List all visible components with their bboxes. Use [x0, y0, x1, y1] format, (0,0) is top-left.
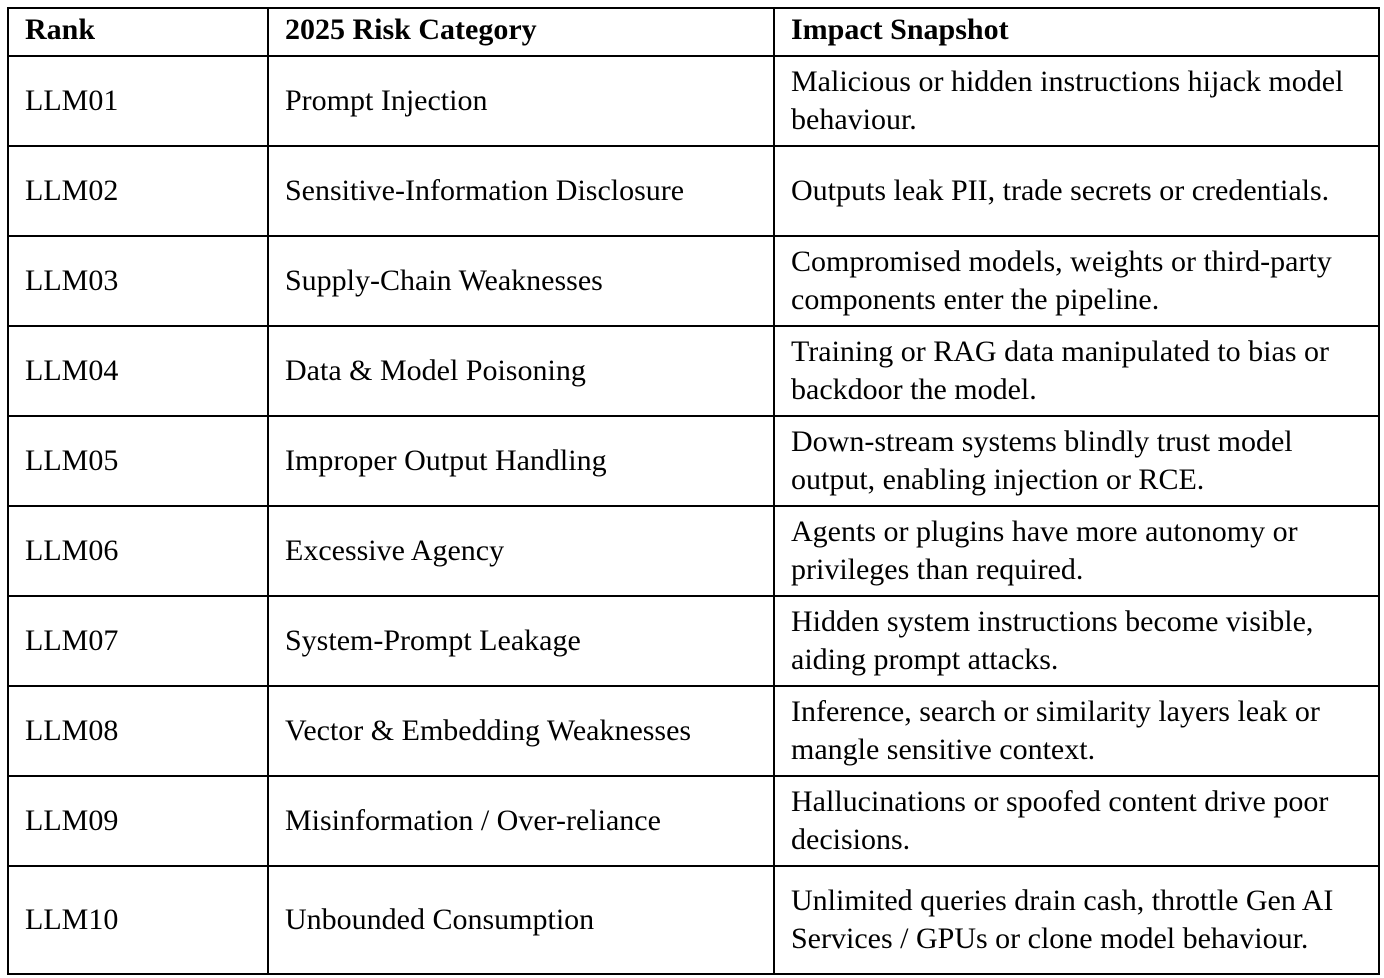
rank-cell: LLM06	[8, 506, 268, 596]
category-cell: Excessive Agency	[268, 506, 774, 596]
impact-cell: Inference, search or similarity layers leak or mangle sensitive context.	[774, 686, 1379, 776]
impact-cell: Hallucinations or spoofed content drive poor decisions.	[774, 776, 1379, 866]
table-row	[8, 416, 1379, 506]
table-body	[8, 56, 1379, 974]
rank-cell: LLM10	[8, 866, 268, 974]
category-cell: Supply-Chain Weaknesses	[268, 236, 774, 326]
rank-cell: LLM04	[8, 326, 268, 416]
table-row	[8, 326, 1379, 416]
header-category: 2025 Risk Category	[268, 8, 774, 56]
header-rank: Rank	[8, 8, 268, 56]
impact-cell: Malicious or hidden instructions hijack model behaviour.	[774, 56, 1379, 146]
category-cell: System-Prompt Leakage	[268, 596, 774, 686]
table-row	[8, 146, 1379, 236]
rank-cell: LLM05	[8, 416, 268, 506]
rank-cell: LLM02	[8, 146, 268, 236]
table-row	[8, 686, 1379, 776]
impact-cell: Hidden system instructions become visible, aiding prompt attacks.	[774, 596, 1379, 686]
category-cell: Improper Output Handling	[268, 416, 774, 506]
table-row	[8, 776, 1379, 866]
table-header	[8, 8, 1379, 56]
category-cell: Vector & Embedding Weaknesses	[268, 686, 774, 776]
table-row	[8, 506, 1379, 596]
rank-cell: LLM09	[8, 776, 268, 866]
table-row	[8, 596, 1379, 686]
rank-cell: LLM07	[8, 596, 268, 686]
impact-cell: Agents or plugins have more autonomy or privileges than required.	[774, 506, 1379, 596]
impact-cell: Training or RAG data manipulated to bias or backdoor the model.	[774, 326, 1379, 416]
table-row	[8, 56, 1379, 146]
category-cell: Unbounded Consumption	[268, 866, 774, 974]
risk-table	[7, 7, 1380, 975]
category-cell: Sensitive-Information Disclosure	[268, 146, 774, 236]
rank-cell: LLM08	[8, 686, 268, 776]
category-cell: Prompt Injection	[268, 56, 774, 146]
header-impact: Impact Snapshot	[774, 8, 1379, 56]
category-cell: Data & Model Poisoning	[268, 326, 774, 416]
impact-cell: Outputs leak PII, trade secrets or credentials.	[774, 146, 1379, 236]
category-cell: Misinformation / Over-reliance	[268, 776, 774, 866]
impact-cell: Compromised models, weights or third-party components enter the pipeline.	[774, 236, 1379, 326]
rank-cell: LLM01	[8, 56, 268, 146]
table-row	[8, 236, 1379, 326]
rank-cell: LLM03	[8, 236, 268, 326]
impact-cell: Down-stream systems blindly trust model output, enabling injection or RCE.	[774, 416, 1379, 506]
header-row	[8, 8, 1379, 56]
table-row	[8, 866, 1379, 974]
impact-cell: Unlimited queries drain cash, throttle Gen AI Services / GPUs or clone model behaviour.	[774, 866, 1379, 974]
